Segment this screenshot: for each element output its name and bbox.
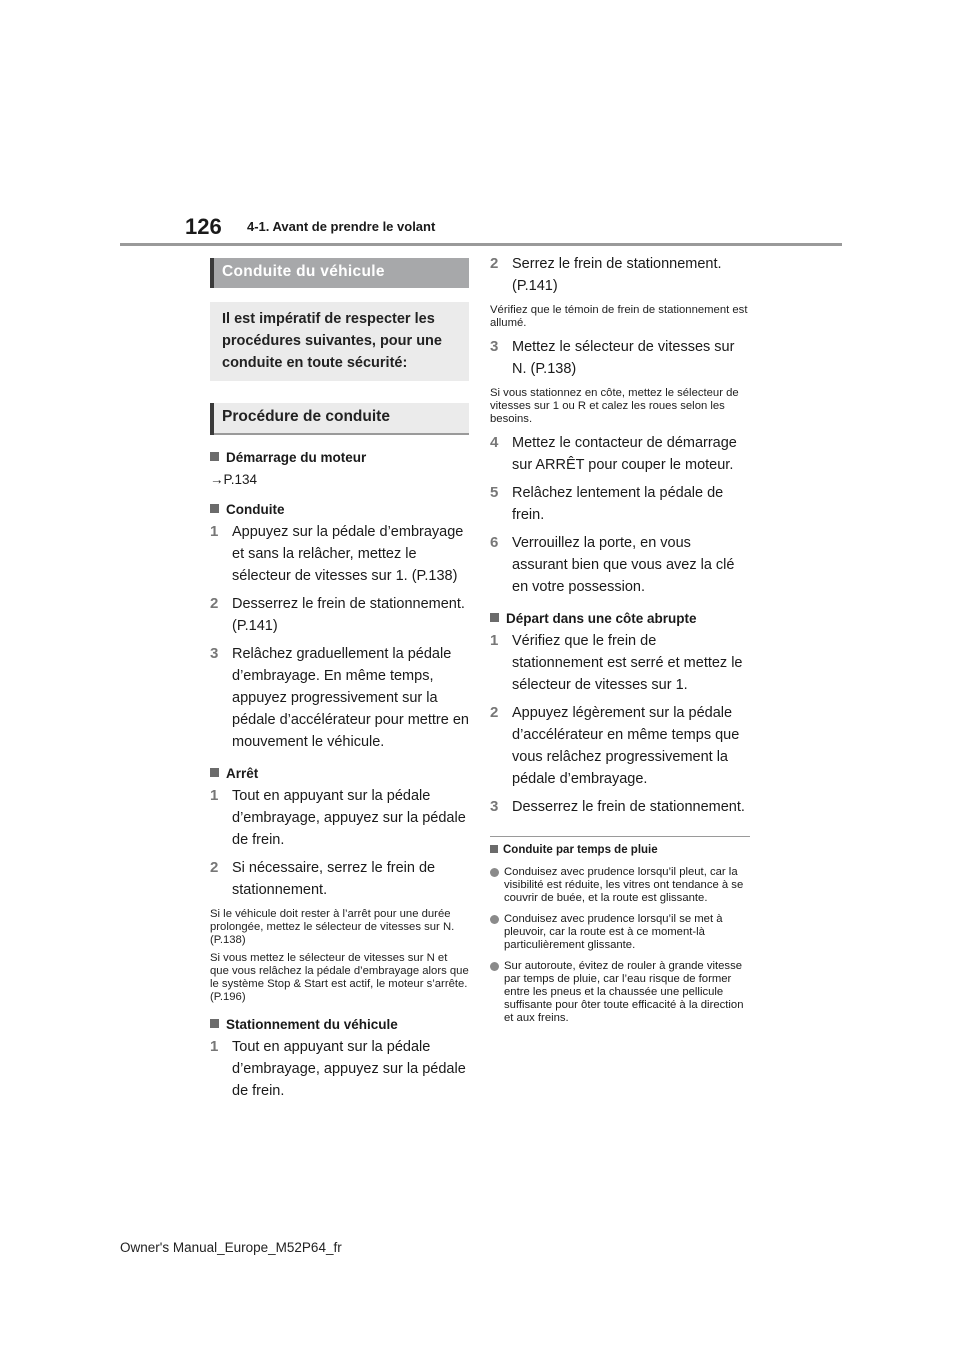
circle-bullet-icon [490,962,499,971]
procedure-title-bar [210,403,469,435]
stop-start-note: Si vous mettez le sélecteur de vitesses sur N et que vous relâchez la pédale d’embrayage alors que le système Stop & Start est actif, le moteur s’arrête. (P.196) [210,952,469,1003]
step-item: 2 Desserrez le frein de stationnement. (P.141) [210,595,465,634]
stopping-heading: Arrêt [210,765,469,783]
step-note: Vérifiez que le témoin de frein de stationnement est allumé. [490,304,748,329]
list-item: Conduisez avec prudence lorsqu’il se met à pleuvoir, car la route est à ce moment-là particulièrement glissante. [490,913,750,952]
header-rule [120,243,842,246]
circle-bullet-icon [490,915,499,924]
left-column [210,258,469,1102]
divider [490,836,750,837]
stopping-note: Si le véhicule doit rester à l’arrêt pour une durée prolongée, mettez le sélecteur de vitesses sur N. (P.138) [210,908,455,946]
square-bullet-icon [490,613,499,622]
section-title-bar [210,258,469,288]
driving-heading: Conduite [210,501,469,519]
parking-heading: Stationnement du véhicule [210,1016,469,1034]
section-header: 4-1. Avant de prendre le volant [247,219,436,234]
square-bullet-icon [490,845,498,853]
rain-heading: Conduite par temps de pluie [490,842,750,858]
footer: Owner's Manual_Europe_M52P64_fr [120,1240,342,1255]
section-title: Conduite du véhicule [222,263,385,280]
list-item: Sur autoroute, évitez de rouler à grande vitesse par temps de pluie, car l’eau risque de former entre les pneus et la chaussée une pellicule suffisante pour ôter toute efficacité à la direction et aux freins. [490,960,750,1025]
step-item: 1 Tout en appuyant sur la pédale d’embrayage, appuyez sur la pédale de frein. [210,787,466,848]
safety-note: Il est impératif de respecter les procédures suivantes, pour une conduite en toute sécurité: [210,302,469,381]
square-bullet-icon [210,504,219,513]
step-item: 1 Vérifiez que le frein de stationnement est serré et mettez le sélecteur de vitesses sur 1. [490,632,743,693]
hill-start-heading: Départ dans une côte abrupte [490,610,750,628]
step-item: 2 Serrez le frein de stationnement. (P.141) [490,255,722,294]
square-bullet-icon [210,1019,219,1028]
square-bullet-icon [210,768,219,777]
starting-heading: Démarrage du moteur [210,449,469,467]
page-number: 126 [185,214,222,239]
procedure-title: Procédure de conduite [222,408,390,425]
step-item: 2 Si nécessaire, serrez le frein de stationnement. [210,859,436,898]
step-note: Si vous stationnez en côte, mettez le sélecteur de vitesses sur 1 ou R et calez les roues selon les besoins. [490,387,739,425]
list-item: Conduisez avec prudence lorsqu’il pleut, car la visibilité est réduite, les vitres ont tendance à se couvrir de buée, et la route est glissante. [490,866,750,905]
step-item: 3 Mettez le sélecteur de vitesses sur N. (P.138) [490,338,735,377]
starting-ref[interactable]: →P.134 [210,472,258,487]
right-column [490,253,750,1025]
step-item: 3 Relâchez graduellement la pédale d’embrayage. En même temps, appuyez progressivement sur la pédale d’accélérateur pour mettre en mouvement le véhicule. [210,645,469,750]
step-item: 4 Mettez le contacteur de démarrage sur ARRÊT pour couper le moteur. [490,434,737,473]
step-item: 6 Verrouillez la porte, en vous assurant bien que vous avez la clé en votre possession. [490,534,735,595]
step-item: 3 Desserrez le frein de stationnement. [490,798,745,815]
step-item: 1 Tout en appuyant sur la pédale d’embrayage, appuyez sur la pédale de frein. [210,1038,466,1099]
step-item: 1 Appuyez sur la pédale d’embrayage et sans la relâcher, mettez le sélecteur de vitesses sur 1. (P.138) [210,523,464,584]
circle-bullet-icon [490,868,499,877]
step-item: 2 Appuyez légèrement sur la pédale d’accélérateur en même temps que vous relâchez progressivement la pédale d’embrayage. [490,704,740,787]
step-item: 5 Relâchez lentement la pédale de frein. [490,484,724,523]
square-bullet-icon [210,452,219,461]
